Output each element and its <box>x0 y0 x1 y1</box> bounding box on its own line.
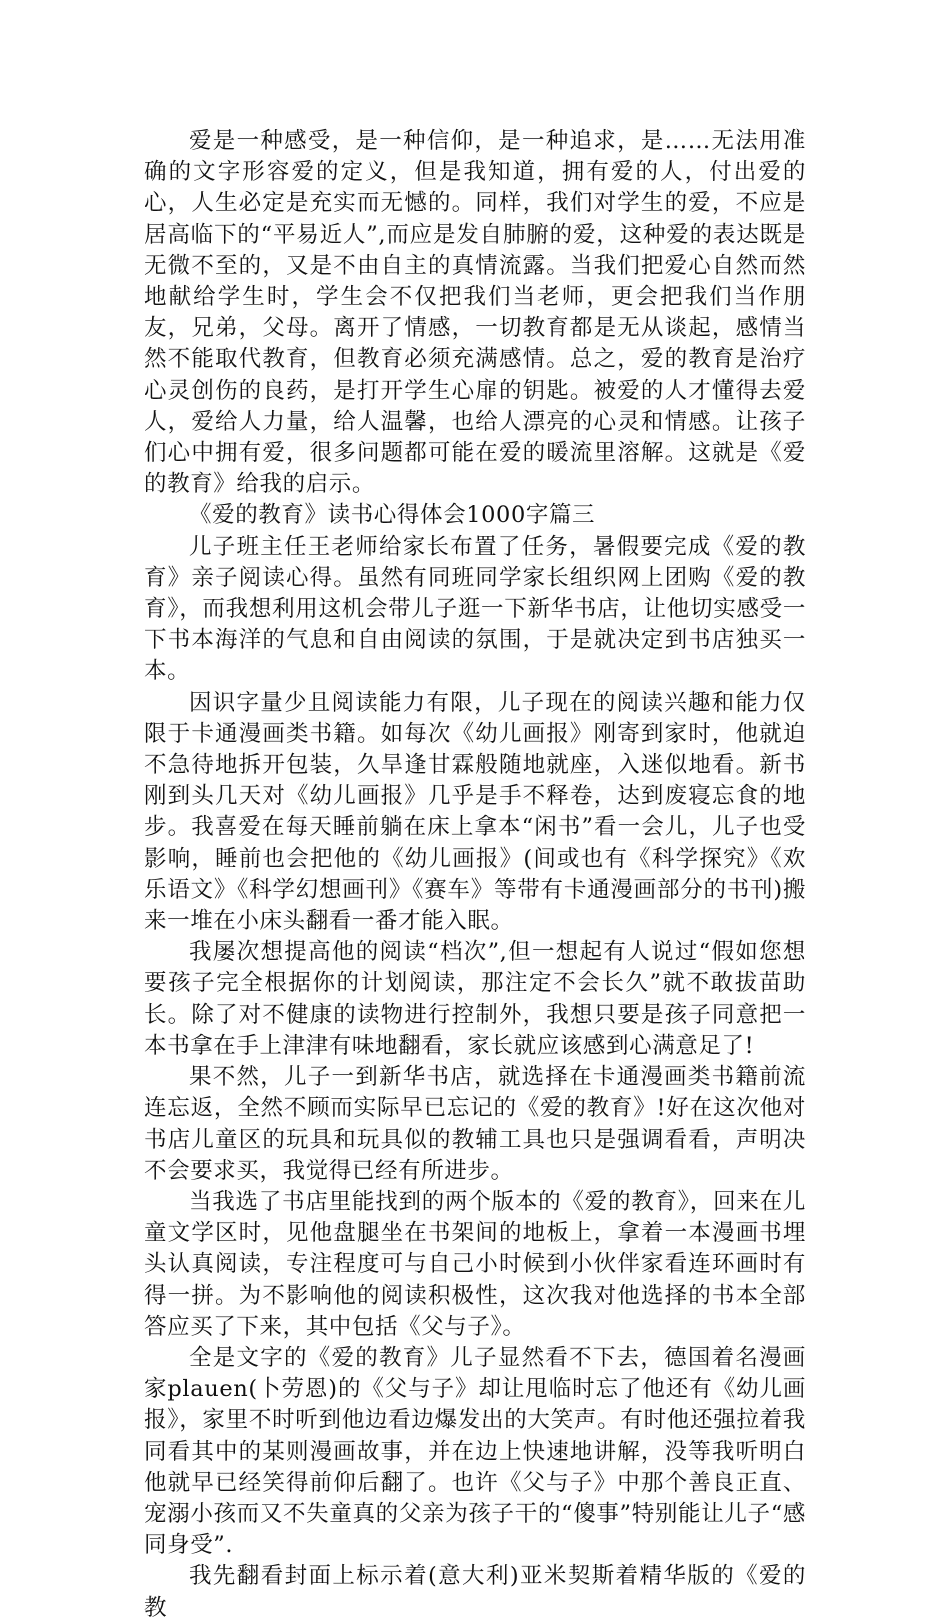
paragraph-love-reflection: 爱是一种感受，是一种信仰，是一种追求，是……无法用准确的文字形容爱的定义，但是我知道，拥有爱的人，付出爱的心，人生必定是充实而无憾的。同样，我们对学生的爱，不应是居高临下的“平易近人”,而应是发自肺腑的爱，这种爱的表达既是无微不至的，又是不由自主的真情流露。当我们把爱心自然而然地献给学生时，学生会不仅把我们当老师，更会把我们当作朋友，兄弟，父母。离开了情感，一切教育都是无从谈起，感情当然不能取代教育，但教育必须充满感情。总之，爱的教育是治疗心灵创伤的良药，是打开学生心扉的钥匙。被爱的人才懂得去爱人，爱给人力量，给人温馨，也给人漂亮的心灵和情感。让孩子们心中拥有爱，很多问题都可能在爱的暖流里溶解。这就是《爱的教育》给我的启示。 <box>144 128 806 498</box>
document-page <box>144 126 806 1624</box>
paragraph-reading-habits: 因识字量少且阅读能力有限，儿子现在的阅读兴趣和能力仅限于卡通漫画类书籍。如每次《幼儿画报》刚寄到家时，他就迫不急待地拆开包装，久旱逢甘霖般随地就座，入迷似地看。新书刚到头几天对《幼儿画报》几乎是手不释卷，达到废寝忘食的地步。我喜爱在每天睡前躺在床上拿本“闲书”看一会儿，儿子也受影响，睡前也会把他的《幼儿画报》(间或也有《科学探究》《欢乐语文》《科学幻想画刊》《赛车》等带有卡通漫画部分的书刊)搬来一堆在小床头翻看一番才能入眠。 <box>144 689 806 935</box>
paragraph-reading-level: 我屡次想提高他的阅读“档次”,但一想起有人说过“假如您想要孩子完全根据你的计划阅读，那注定不会长久”就不敢拔苗助长。除了对不健康的读物进行控制外，我想只要是孩子同意把一本书拿在手上津津有味地翻看，家长就应该感到心满意足了! <box>144 939 806 1059</box>
paragraph-bookstore-visit: 果不然，儿子一到新华书店，就选择在卡通漫画类书籍前流连忘返，全然不顾而实际早已忘记的《爱的教育》!好在这次他对书店儿童区的玩具和玩具似的教辅工具也只是强调看看，声明决不会要求买，我觉得已经有所进步。 <box>144 1064 806 1184</box>
paragraph-book-choice: 当我选了书店里能找到的两个版本的《爱的教育》，回来在儿童文学区时，见他盘腿坐在书架间的地板上，拿着一本漫画书埋头认真阅读，专注程度可与自己小时候到小伙伴家看连环画时有得一拼。为不影响他的阅读积极性，这次我对他选择的书本全部答应买了下来，其中包括《父与子》。 <box>144 1188 806 1340</box>
section-heading: 《爱的教育》读书心得体会1000字篇三 <box>189 502 596 529</box>
paragraph-cover-reading: 我先翻看封面上标示着(意大利)亚米契斯着精华版的《爱的教 <box>144 1563 806 1621</box>
paragraph-assignment: 儿子班主任王老师给家长布置了任务，暑假要完成《爱的教育》亲子阅读心得。虽然有同班同学家长组织网上团购《爱的教育》，而我想利用这机会带儿子逛一下新华书店，让他切实感受一下书本海洋的气息和自由阅读的氛围，于是就决定到书店独买一本。 <box>144 533 806 685</box>
paragraph-father-and-son: 全是文字的《爱的教育》儿子显然看不下去，德国着名漫画家plauen(卜劳恩)的《父与子》却让甩临时忘了他还有《幼儿画报》，家里不时听到他边看边爆发出的大笑声。有时他还强拉着我同看其中的某则漫画故事，并在边上快速地讲解，没等我听明白他就早已经笑得前仰后翻了。也许《父与子》中那个善良正直、宠溺小孩而又不失童真的父亲为孩子干的“傻事”特别能让儿子“感同身受”. <box>144 1344 806 1559</box>
